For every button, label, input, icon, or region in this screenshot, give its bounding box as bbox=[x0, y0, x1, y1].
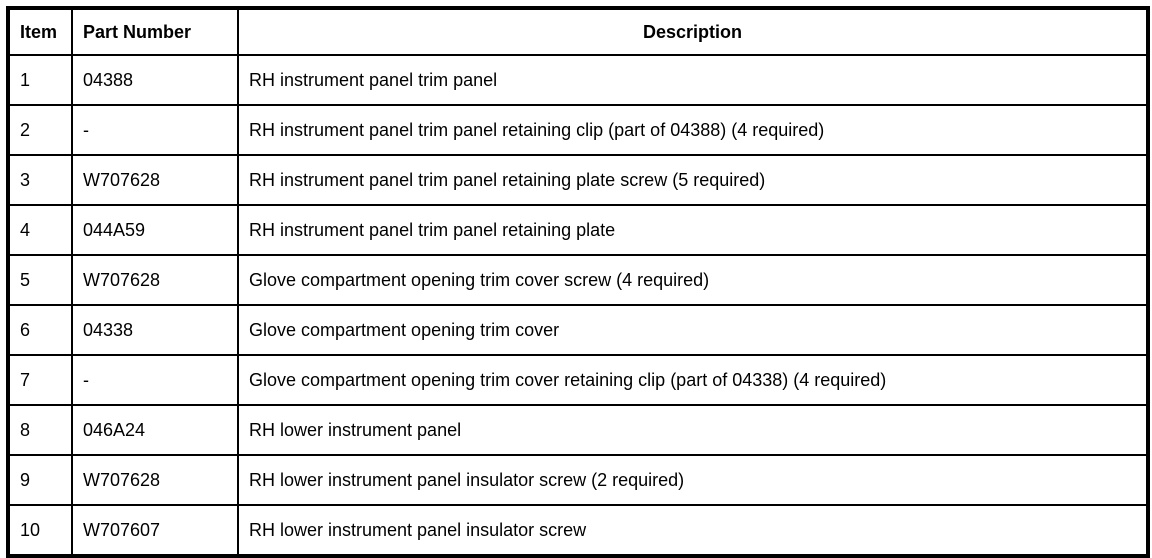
cell-description: RH lower instrument panel bbox=[238, 405, 1148, 455]
cell-description: Glove compartment opening trim cover bbox=[238, 305, 1148, 355]
cell-part-number: 04338 bbox=[72, 305, 238, 355]
cell-part-number: W707628 bbox=[72, 255, 238, 305]
cell-part-number: W707607 bbox=[72, 505, 238, 556]
table-row bbox=[8, 305, 1148, 355]
cell-part-number: - bbox=[72, 355, 238, 405]
header-item: Item bbox=[8, 8, 72, 55]
table-row bbox=[8, 355, 1148, 405]
cell-description: RH instrument panel trim panel retaining clip (part of 04388) (4 required) bbox=[238, 105, 1148, 155]
cell-item: 8 bbox=[8, 405, 72, 455]
parts-table bbox=[6, 6, 1150, 558]
table-header-row bbox=[8, 8, 1148, 55]
cell-item: 9 bbox=[8, 455, 72, 505]
cell-description: RH instrument panel trim panel retaining plate screw (5 required) bbox=[238, 155, 1148, 205]
header-part-number: Part Number bbox=[72, 8, 238, 55]
cell-part-number: - bbox=[72, 105, 238, 155]
table-row bbox=[8, 155, 1148, 205]
cell-part-number: 046A24 bbox=[72, 405, 238, 455]
table-row bbox=[8, 255, 1148, 305]
table-row bbox=[8, 455, 1148, 505]
cell-description: RH lower instrument panel insulator screw bbox=[238, 505, 1148, 556]
cell-description: RH lower instrument panel insulator screw (2 required) bbox=[238, 455, 1148, 505]
cell-description: Glove compartment opening trim cover retaining clip (part of 04338) (4 required) bbox=[238, 355, 1148, 405]
cell-item: 3 bbox=[8, 155, 72, 205]
cell-part-number: W707628 bbox=[72, 455, 238, 505]
cell-item: 7 bbox=[8, 355, 72, 405]
table-row bbox=[8, 55, 1148, 105]
cell-part-number: W707628 bbox=[72, 155, 238, 205]
cell-part-number: 04388 bbox=[72, 55, 238, 105]
header-description: Description bbox=[238, 8, 1148, 55]
cell-description: RH instrument panel trim panel retaining plate bbox=[238, 205, 1148, 255]
cell-item: 6 bbox=[8, 305, 72, 355]
cell-item: 10 bbox=[8, 505, 72, 556]
cell-item: 2 bbox=[8, 105, 72, 155]
table-row bbox=[8, 505, 1148, 556]
cell-item: 5 bbox=[8, 255, 72, 305]
table-row bbox=[8, 405, 1148, 455]
cell-item: 1 bbox=[8, 55, 72, 105]
cell-description: Glove compartment opening trim cover screw (4 required) bbox=[238, 255, 1148, 305]
table-row bbox=[8, 205, 1148, 255]
cell-item: 4 bbox=[8, 205, 72, 255]
table-row bbox=[8, 105, 1148, 155]
cell-part-number: 044A59 bbox=[72, 205, 238, 255]
parts-table-container bbox=[6, 6, 1150, 558]
cell-description: RH instrument panel trim panel bbox=[238, 55, 1148, 105]
